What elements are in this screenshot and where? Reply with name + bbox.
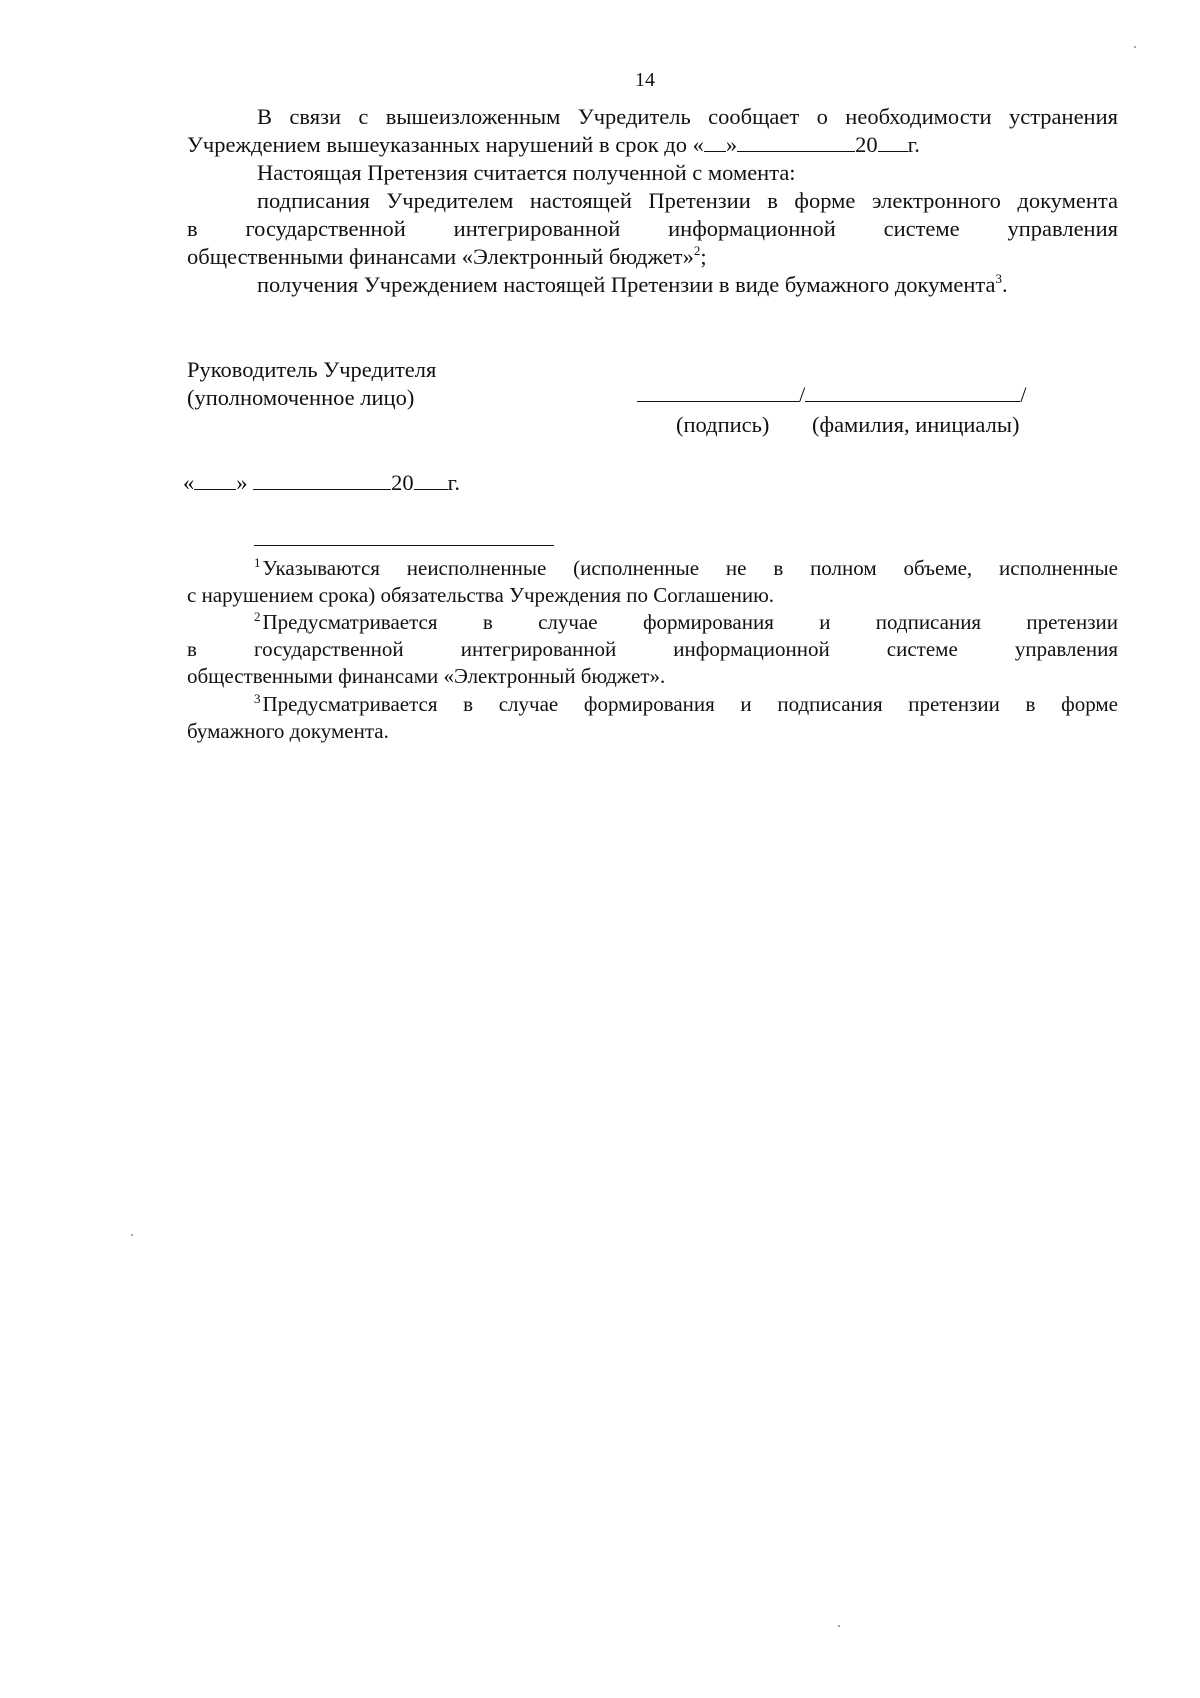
scan-speck [1134, 46, 1136, 48]
date-open-quote: « [183, 470, 195, 495]
deadline-quote: » [725, 132, 738, 157]
body-p4-text: получения Учреждением настоящей Претензии в виде бумажного документа [257, 272, 996, 297]
footnote-2-text: Предусматривается в случае формирования и подписания претензии [262, 610, 1118, 634]
scan-speck [131, 1234, 133, 1236]
body-p1-line2 [187, 131, 1118, 159]
signature-slash-2: / [1020, 382, 1027, 407]
footnote-1-line1 [187, 555, 1118, 584]
name-blank [805, 383, 1020, 402]
body-p3-text: общественными финансами «Электронный бюджет» [187, 244, 694, 269]
footnote-3-line2: бумажного документа. [187, 719, 389, 743]
body-p3-line1: подписания Учредителем настоящей Претензии в форме электронного документа [257, 188, 1118, 213]
signer-role-line2: (уполномоченное лицо) [187, 385, 415, 410]
deadline-month-blank [737, 133, 855, 152]
footnote-2-line3: общественными финансами «Электронный бюджет». [187, 664, 666, 688]
body-p3-line2: в государственной интегрированной информационной системе управления [187, 216, 1118, 241]
footnote-1-line2: с нарушением срока) обязательства Учреждения по Соглашению. [187, 583, 775, 607]
date-day-blank [194, 471, 236, 490]
sign-date [183, 469, 460, 497]
footnote-3-line1 [187, 691, 1118, 720]
footnote-1-text: Указываются неисполненные (исполненные не в полном объеме, исполненные [262, 556, 1118, 580]
scan-speck [838, 1625, 840, 1627]
signature-slash-1: / [799, 382, 806, 407]
footnote-ref-3: 3 [995, 270, 1002, 286]
date-suffix: г. [447, 470, 460, 495]
body-p1-line1: В связи с вышеизложенным Учредитель сообщает о необходимости устранения [257, 104, 1118, 129]
caption-signature: (подпись) [676, 412, 770, 437]
footnote-2-line2: в государственной интегрированной информационной системе управления [187, 637, 1118, 661]
body-p3-line3 [187, 243, 1118, 271]
deadline-prefix: Учреждением вышеуказанных нарушений в срок до « [187, 132, 704, 157]
body-p4 [187, 271, 1118, 299]
signature-fields [637, 381, 1027, 409]
footnote-separator [254, 545, 554, 546]
footnote-2-line1 [187, 609, 1118, 638]
deadline-day-blank [704, 133, 726, 152]
body-p3-end: ; [700, 244, 707, 269]
date-year: 20 [391, 470, 414, 495]
date-close-quote: » [236, 470, 248, 495]
date-year-blank [414, 471, 448, 490]
body-p2: Настоящая Претензия считается полученной с момента: [257, 160, 796, 185]
footnote-1-mark: 1 [254, 555, 261, 570]
footnote-2-mark: 2 [254, 609, 261, 624]
footnote-ref-2: 2 [693, 242, 701, 258]
deadline-suffix: г. [907, 132, 920, 157]
signer-role-line1: Руководитель Учредителя [187, 357, 437, 382]
date-month-blank [253, 471, 391, 490]
signature-blank [637, 383, 799, 402]
footnote-3-mark: 3 [254, 691, 261, 706]
page-number: 14 [635, 69, 655, 91]
deadline-year: 20 [855, 132, 878, 157]
body-p4-end: . [1001, 272, 1008, 297]
caption-name: (фамилия, инициалы) [812, 412, 1020, 437]
footnote-3-text: Предусматривается в случае формирования и подписания претензии в форме [262, 692, 1118, 716]
deadline-year-blank [878, 133, 908, 152]
